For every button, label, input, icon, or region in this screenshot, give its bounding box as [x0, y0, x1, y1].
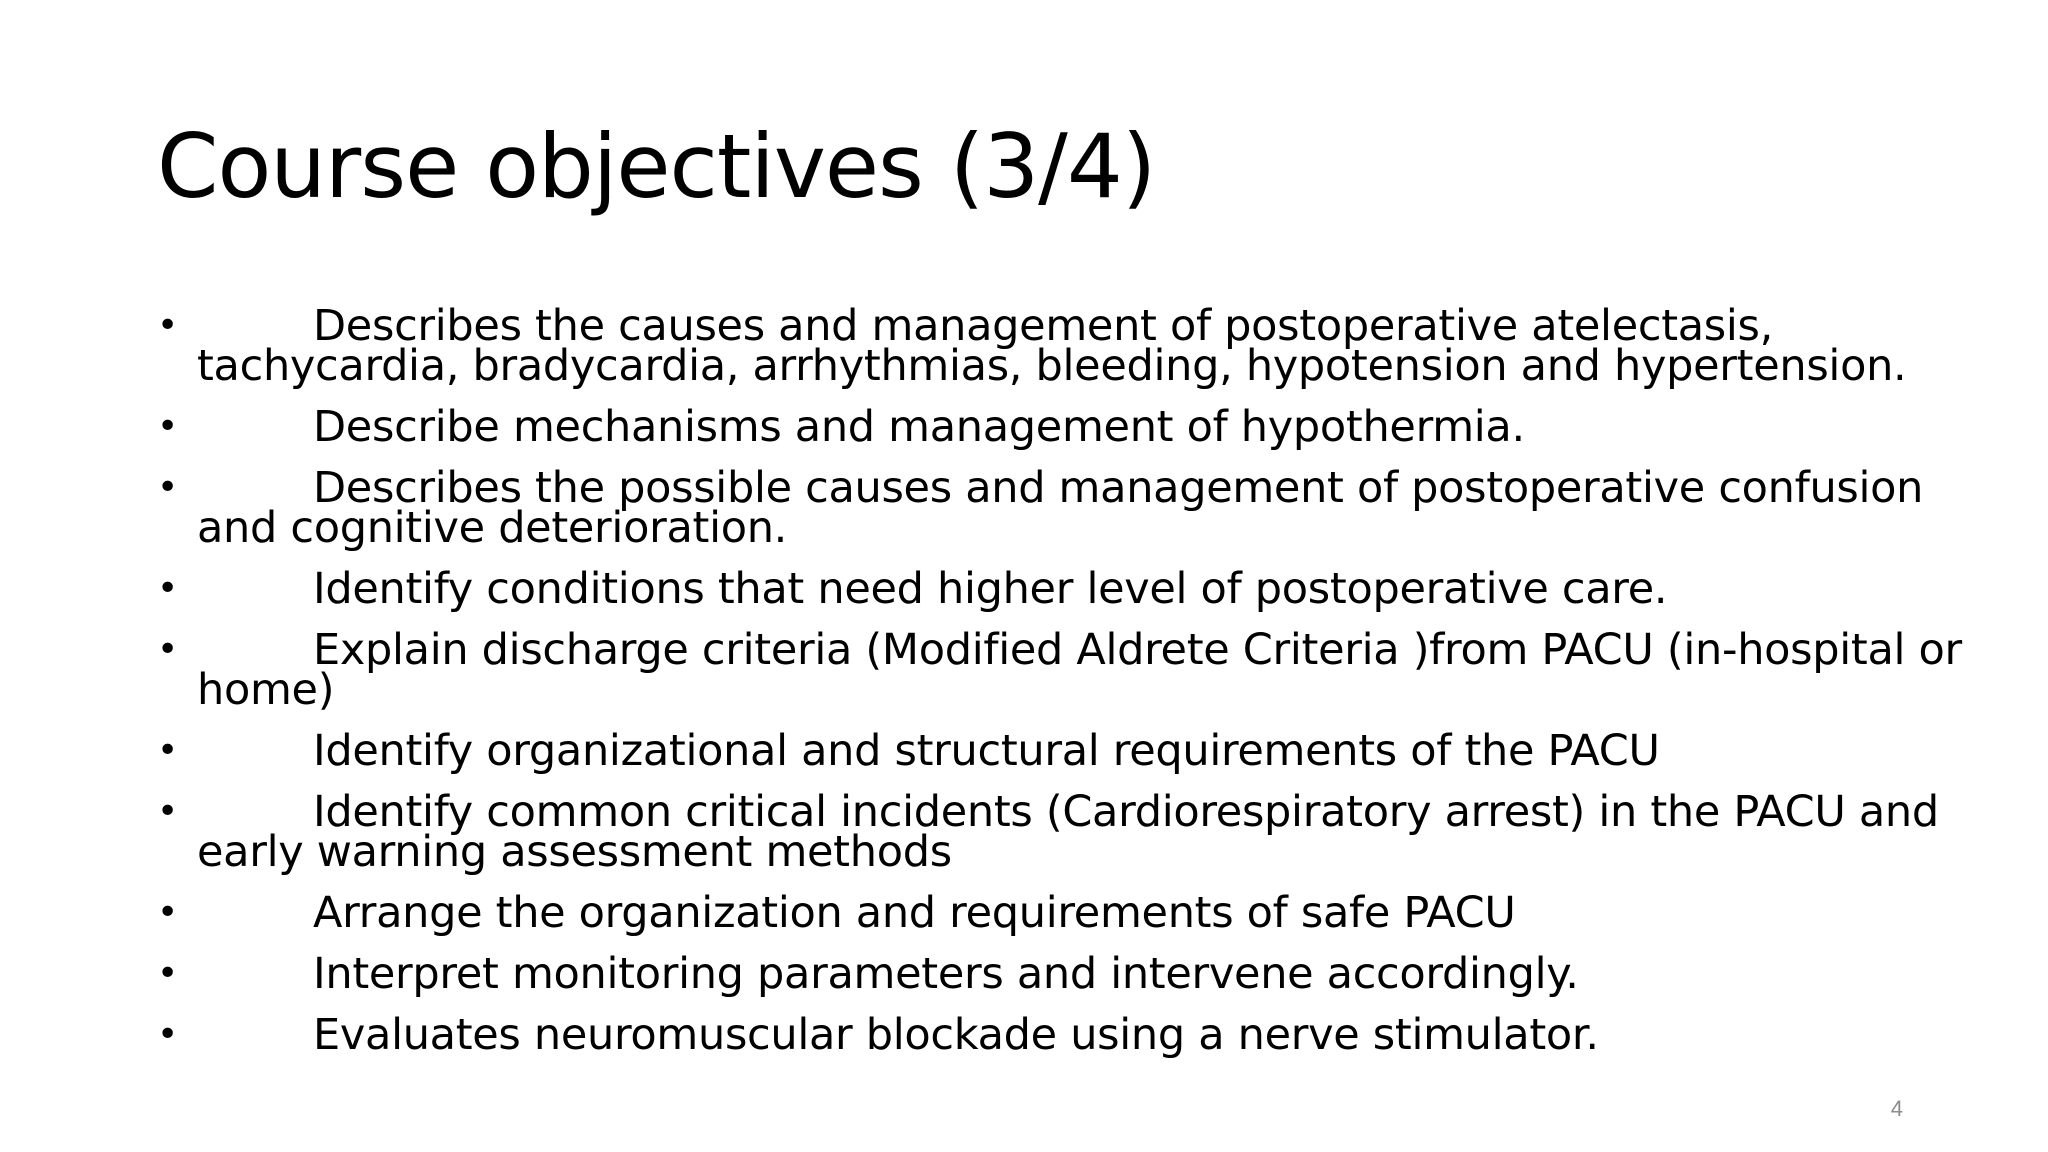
- list-item-text: Arrange the organization and requirements of safe PACU: [313, 888, 1516, 938]
- bullet-icon: •: [157, 730, 178, 771]
- list-item-text: Describe mechanisms and management of hypothermia.: [313, 402, 1525, 452]
- page-number: 4: [1890, 1096, 1903, 1121]
- list-item-text: Describes the causes and management of postoperative atelectasis, tachycardia, bradycardia, arrhythmias, bleeding, hypotension and hypertension.: [197, 301, 1907, 391]
- bullet-icon: •: [157, 406, 178, 447]
- bullet-icon: •: [157, 791, 178, 832]
- list-item: [157, 949, 1997, 999]
- list-item-text: Explain discharge criteria (Modified Aldrete Criteria )from PACU (in-hospital or home): [197, 625, 1962, 715]
- list-item-text: Identify organizational and structural requirements of the PACU: [313, 726, 1660, 776]
- objectives-list: [157, 301, 1997, 1076]
- list-item: [157, 625, 1997, 715]
- list-item: [157, 463, 1997, 553]
- bullet-icon: •: [157, 467, 178, 508]
- list-item-text: Identify common critical incidents (Cardiorespiratory arrest) in the PACU and early warning assessment methods: [197, 787, 1939, 877]
- list-item-text: Evaluates neuromuscular blockade using a nerve stimulator.: [313, 1010, 1599, 1060]
- bullet-icon: •: [157, 305, 178, 346]
- bullet-icon: •: [157, 1014, 178, 1055]
- list-item: [157, 402, 1997, 452]
- list-item: [157, 1010, 1997, 1060]
- bullet-icon: •: [157, 892, 178, 933]
- bullet-icon: •: [157, 568, 178, 609]
- bullet-icon: •: [157, 629, 178, 670]
- list-item: [157, 564, 1997, 614]
- list-item-text: Interpret monitoring parameters and intervene accordingly.: [313, 949, 1579, 999]
- list-item: [157, 726, 1997, 776]
- slide-title: Course objectives (3/4): [157, 115, 1156, 218]
- list-item: [157, 301, 1997, 391]
- list-item: [157, 787, 1997, 877]
- bullet-icon: •: [157, 953, 178, 994]
- list-item-text: Identify conditions that need higher level of postoperative care.: [313, 564, 1668, 614]
- list-item-text: Describes the possible causes and management of postoperative confusion and cognitive deterioration.: [197, 463, 1924, 553]
- list-item: [157, 888, 1997, 938]
